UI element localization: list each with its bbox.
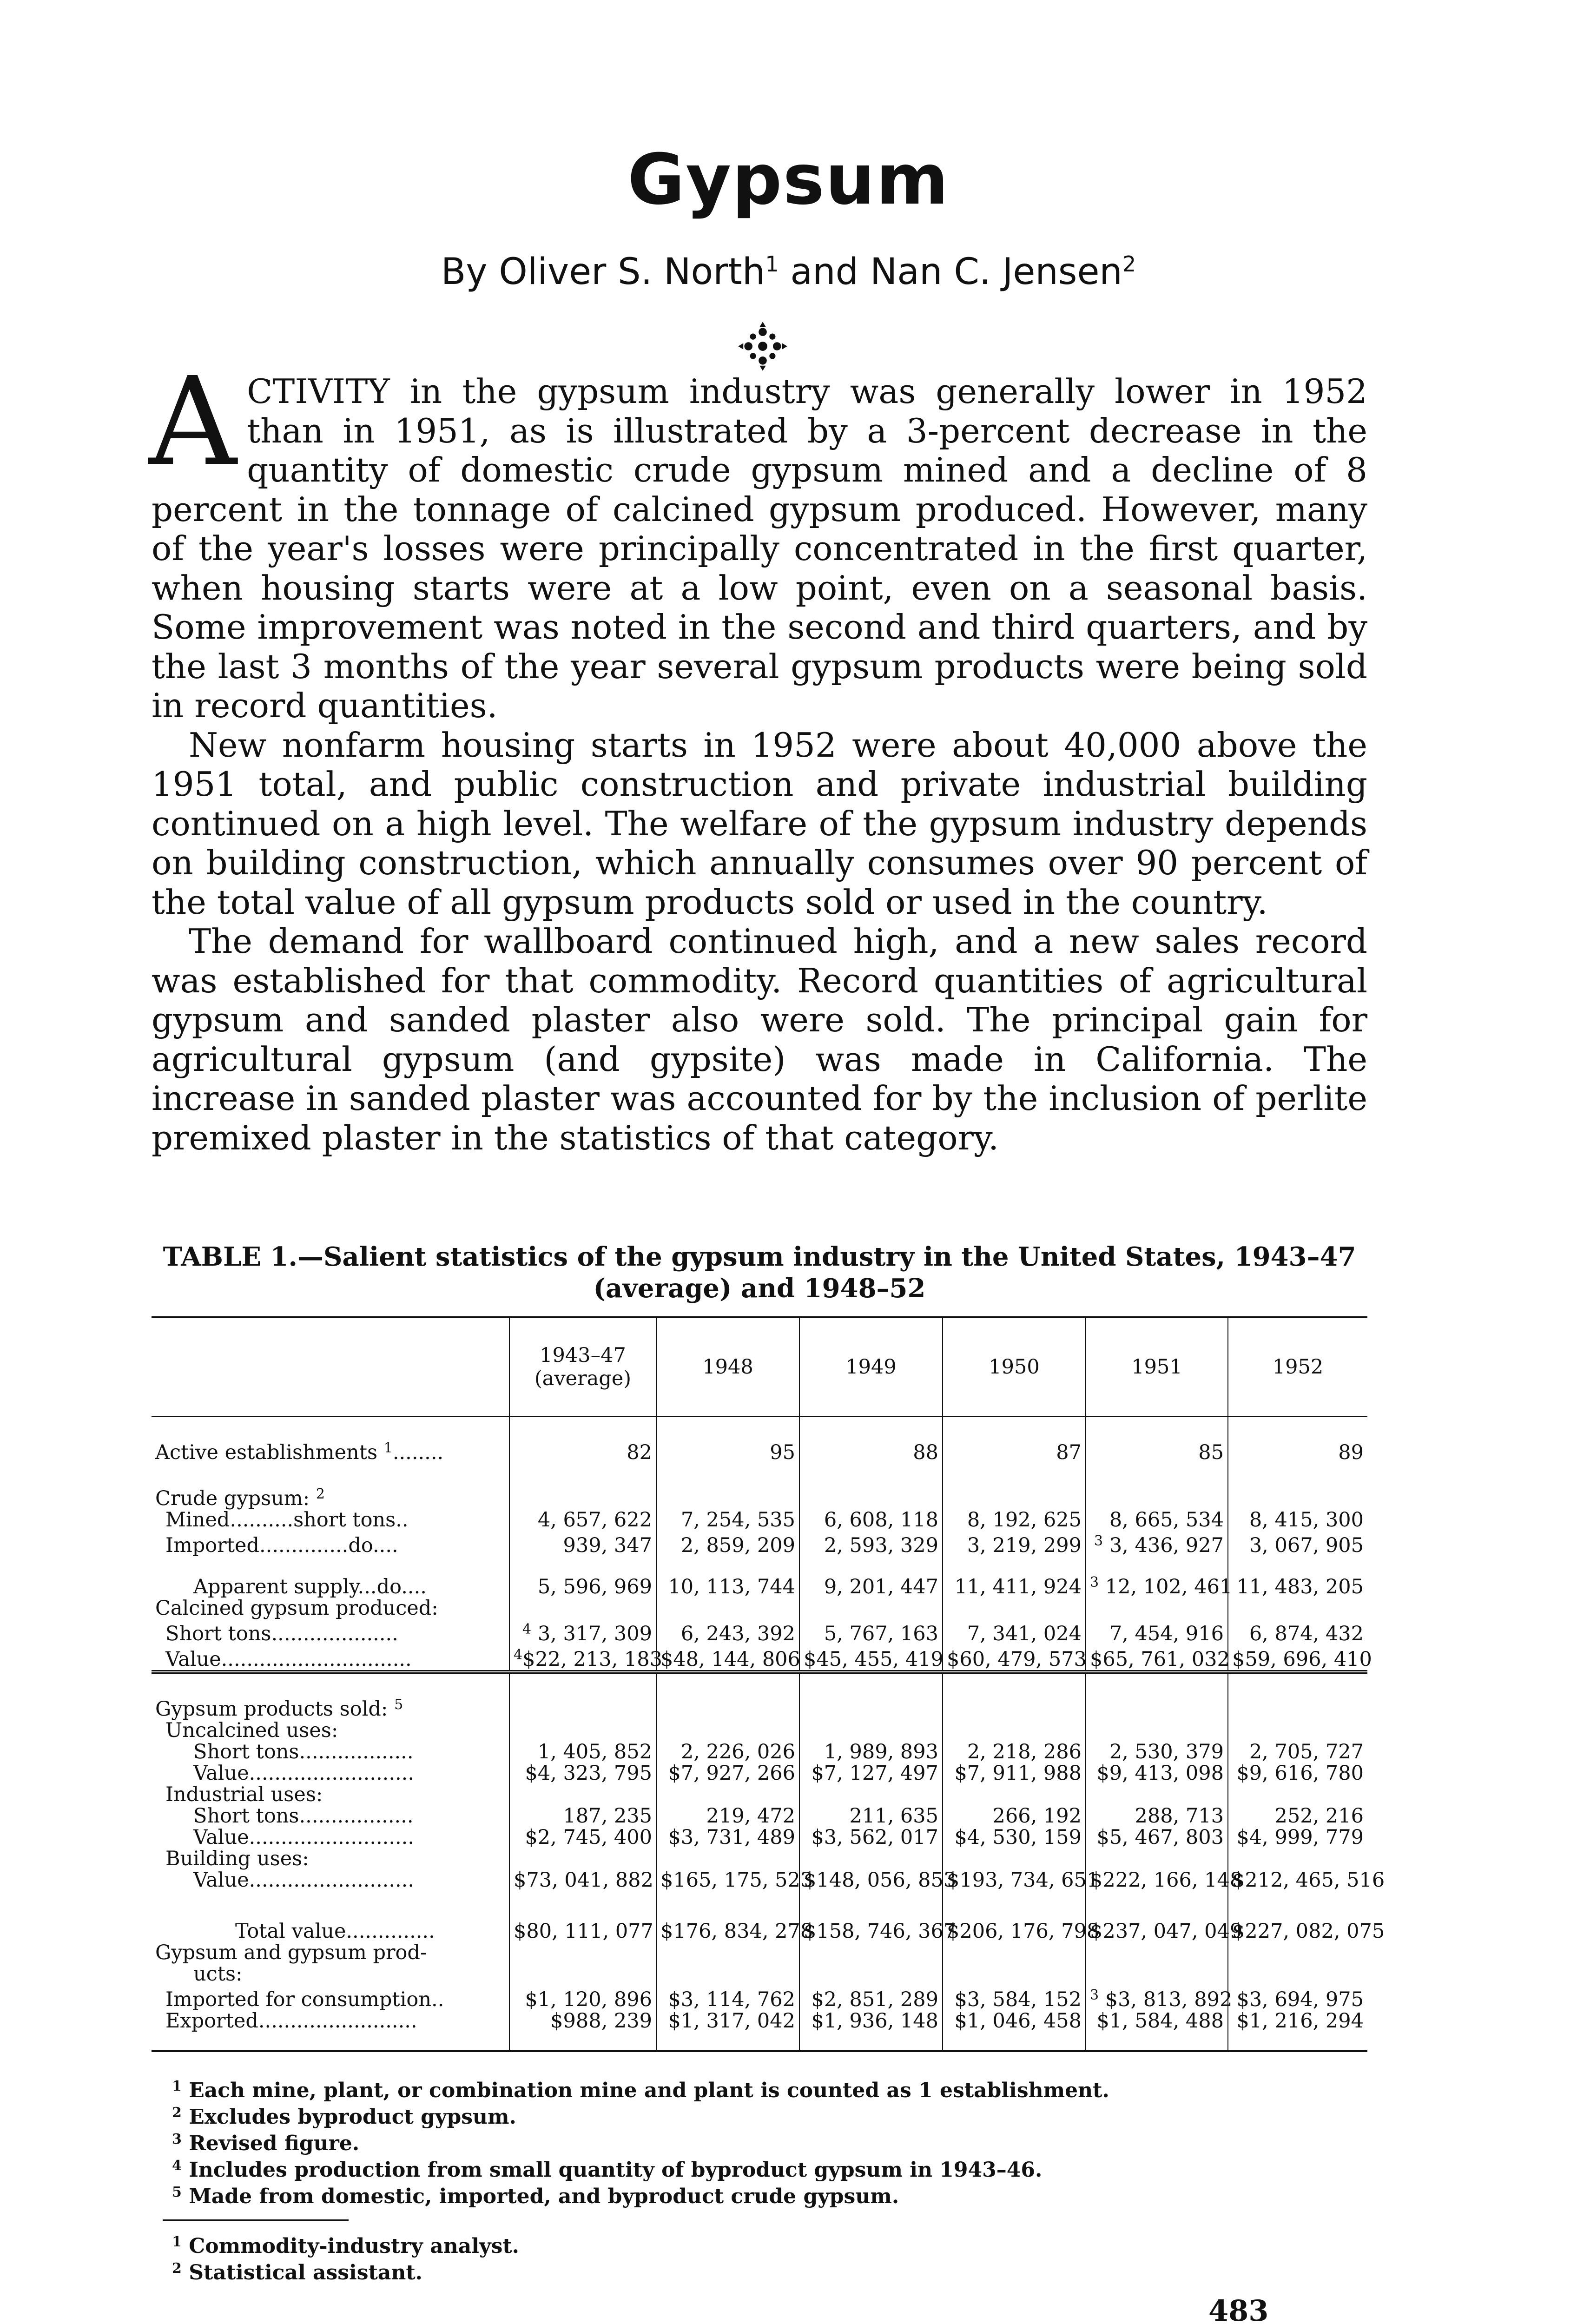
cell: 6, 608, 118 [799,1509,943,1531]
cell: $988, 239 [509,2010,656,2032]
row-label: Total value.............. [235,1920,435,1943]
row-label: Short tons.................... [165,1622,398,1645]
cell: 82 [509,1438,656,1463]
cell: $^4$\$22, 213, 183 [509,1644,656,1672]
cell: $7, 911, 988 [943,1763,1086,1784]
header-1950: 1950 [943,1317,1086,1417]
row-label: ucts: [193,1962,243,1986]
cell: 2, 859, 209 [656,1531,799,1556]
table-row-building-value [152,1869,1367,1891]
cell: $1, 046, 458 [943,2010,1086,2032]
table-row-uncalcined-value [152,1763,1367,1784]
cell: 85 [1086,1438,1228,1463]
cell: 1, 405, 852 [509,1741,656,1763]
table-row-imported [152,1531,1367,1556]
byline-conjunction: and [790,251,859,293]
cell: $3, 731, 489 [656,1827,799,1848]
cell: 7, 254, 535 [656,1509,799,1531]
cell: 288, 713 [1086,1805,1228,1827]
cell: 187, 235 [509,1805,656,1827]
row-label: Short tons.................. [193,1804,414,1828]
cell: $3, 114, 762 [656,1985,799,2010]
cell: $1, 584, 488 [1086,2010,1228,2032]
table-notes [172,2075,1109,2208]
table-row-gypsum-products-header [152,1942,1367,1963]
cell: $4, 323, 795 [509,1763,656,1784]
cell: $5, 467, 803 [1086,1827,1228,1848]
cell: $165, 175, 523 [656,1869,799,1891]
row-label: Building uses: [165,1847,309,1870]
table-note: $^5$ Made from domestic, imported, and byproduct crude gypsum. [172,2184,899,2208]
table-row-industrial-header [152,1784,1367,1805]
row-label: Imported..............do.... [165,1534,398,1557]
table-row-exported [152,2010,1367,2032]
cell: $237, 047, 049 [1086,1921,1228,1942]
page-footnotes [172,2231,519,2284]
row-label: Uncalcined uses: [165,1719,338,1742]
article-title: Gypsum [627,139,950,220]
header-1948: 1948 [656,1317,799,1417]
cell: 3, 219, 299 [943,1531,1086,1556]
table-header-row [152,1317,1367,1417]
table-row-industrial-short-tons [152,1805,1367,1827]
row-label: Active establishments $^1$........ [155,1440,444,1464]
table-note: $^2$ Excludes byproduct gypsum. [172,2105,516,2129]
cell: $9, 616, 780 [1228,1763,1367,1784]
author-2-note: 2 [1122,251,1136,277]
table-row-gypsum-products-header-2 [152,1963,1367,1985]
cell: $^3$ $3, 813, 892 [1086,1985,1228,2010]
cell: $9, 413, 098 [1086,1763,1228,1784]
table-row-calcined-short-tons [152,1619,1367,1644]
cell: 219, 472 [656,1805,799,1827]
row-label: Gypsum products sold: $^5$ [155,1697,403,1721]
row-label: Value.......................... [193,1762,415,1785]
row-label: Industrial uses: [165,1783,323,1806]
table-note: $^3$ Revised figure. [172,2131,360,2155]
cell: $158, 746, 367 [799,1921,943,1942]
header-label-cell [152,1317,509,1417]
table-caption [152,1241,1367,1304]
row-label: Value.......................... [193,1868,415,1892]
paragraph-1-text: CTIVITY in the gypsum industry was generally lower in 1952 than in 1951, as is illustrated by a 3-percent decrease in the quantity of domestic crude gypsum mined and a decline of 8 percent in the tonnage of calcined gypsum produced. However, many of the year's losses were principally concentrated in the first quarter, when housing starts were at a low point, even on a seasonal basis. Some improvement was noted in the second and third quarters, and by the last 3 months of the year several gypsum products were being sold in record quantities. [152,372,1367,725]
table-row-active-establishments [152,1438,1367,1463]
cell: $60, 479, 573 [943,1644,1086,1672]
floral-ornament-icon [737,321,788,372]
cell: 2, 593, 329 [799,1531,943,1556]
table-row-apparent-supply [152,1572,1367,1598]
row-label: Apparent supply...do.... [193,1575,427,1598]
cell: 8, 665, 534 [1086,1509,1228,1531]
cell: 95 [656,1438,799,1463]
cell: $176, 834, 278 [656,1921,799,1942]
cell: $148, 056, 853 [799,1869,943,1891]
header-1943-47-line-1: 1943–47 [540,1344,626,1367]
paragraph-2: New nonfarm housing starts in 1952 were about 40,000 above the 1951 total, and public construction and private industrial building continued on a high level. The welfare of the gypsum industry depends on building construction, which annually consumes over 90 percent of the total value of all gypsum products sold or used in the country. [152,725,1367,922]
cell: $3, 584, 152 [943,1985,1086,2010]
cell: 11, 483, 205 [1228,1572,1367,1598]
row-label: Calcined gypsum produced: [155,1597,438,1620]
cell: $45, 455, 419 [799,1644,943,1672]
cell: $3, 694, 975 [1228,1985,1367,2010]
article-body [149,351,1367,1157]
cell: $4, 530, 159 [943,1827,1086,1848]
cell: $1, 317, 042 [656,2010,799,2032]
cell: $65, 761, 032 [1086,1644,1228,1672]
row-label: Imported for consumption.. [165,1988,444,2011]
table-row-building-header [152,1848,1367,1869]
table-note: $^4$ Includes production from small quantity of byproduct gypsum in 1943–46. [172,2158,1043,2182]
cell: 7, 454, 916 [1086,1619,1228,1644]
cell: $^4$ 3, 317, 309 [509,1619,656,1644]
cell: 88 [799,1438,943,1463]
table-row-uncalcined-short-tons [152,1741,1367,1763]
cell: 3, 067, 905 [1228,1531,1367,1556]
cell: 10, 113, 744 [656,1572,799,1598]
table-caption-line-2: (average) and 1948–52 [593,1273,926,1304]
cell: 5, 767, 163 [799,1619,943,1644]
cell: 7, 341, 024 [943,1619,1086,1644]
header-1943-47-line-2: (average) [534,1367,632,1390]
cell: 211, 635 [799,1805,943,1827]
cell: 5, 596, 969 [509,1572,656,1598]
header-1949: 1949 [799,1317,943,1417]
row-label: Exported......................... [165,2009,417,2033]
table-row-total-value [152,1921,1367,1942]
cell: 266, 192 [943,1805,1086,1827]
paragraph-3: The demand for wallboard continued high, and a new sales record was established for that commodity. Record quantities of agricultural gypsum and sanded plaster also were sold. The principal gain for agricultural gypsum (and gypsite) was made in California. The increase in sanded plaster was accounted for by the inclusion of perlite premixed plaster in the statistics of that category. [152,922,1367,1157]
cell: $1, 120, 896 [509,1985,656,2010]
header-1952: 1952 [1228,1317,1367,1417]
cell: 8, 415, 300 [1228,1509,1367,1531]
author-2: Nan C. Jensen [870,251,1122,293]
cell: $59, 696, 410 [1228,1644,1367,1672]
cell: 2, 218, 286 [943,1741,1086,1763]
cell: $7, 927, 266 [656,1763,799,1784]
cell: $222, 166, 148 [1086,1869,1228,1891]
cell: 1, 989, 893 [799,1741,943,1763]
cell: $1, 216, 294 [1228,2010,1367,2032]
cell: $193, 734, 651 [943,1869,1086,1891]
cell: 6, 243, 392 [656,1619,799,1644]
table-note: $^1$ Each mine, plant, or combination mine and plant is counted as 1 establishment. [172,2078,1109,2102]
table-row-products-header [152,1694,1367,1720]
cell: $2, 745, 400 [509,1827,656,1848]
cell: 2, 530, 379 [1086,1741,1228,1763]
row-label: Mined..........short tons.. [165,1508,409,1532]
cell: $7, 127, 497 [799,1763,943,1784]
footnote: $^1$ Commodity-industry analyst. [172,2234,519,2258]
row-label: Value.............................. [152,1644,509,1672]
cell: $4, 999, 779 [1228,1827,1367,1848]
byline [0,251,1577,293]
header-1951: 1951 [1086,1317,1228,1417]
drop-cap: A [149,351,237,493]
cell: 89 [1228,1438,1367,1463]
cell: 6, 874, 432 [1228,1619,1367,1644]
author-1: Oliver S. North [499,251,765,293]
table-row-imported-for-consumption [152,1985,1367,2010]
cell: $1, 936, 148 [799,2010,943,2032]
cell: $^3$ 12, 102, 461 [1086,1572,1228,1598]
cell: $2, 851, 289 [799,1985,943,2010]
header-1943-47 [509,1317,656,1417]
table-row-uncalcined-header [152,1720,1367,1741]
cell: 87 [943,1438,1086,1463]
cell: 939, 347 [509,1531,656,1556]
table-caption-line-1: TABLE 1.—Salient statistics of the gypsum industry in the United States, 1943–47 [163,1241,1356,1272]
cell: $80, 111, 077 [509,1921,656,1942]
row-label: Short tons.................. [193,1740,414,1763]
cell: 8, 192, 625 [943,1509,1086,1531]
footnote: $^2$ Statistical assistant. [172,2260,423,2284]
author-1-note: 1 [765,251,779,277]
table-row-industrial-value [152,1827,1367,1848]
row-label: Crude gypsum: $^2$ [155,1486,325,1510]
cell: $212, 465, 516 [1228,1869,1367,1891]
cell: 11, 411, 924 [943,1572,1086,1598]
cell: 4, 657, 622 [509,1509,656,1531]
salient-statistics-table [152,1316,1385,2052]
cell: $206, 176, 798 [943,1921,1086,1942]
cell: 2, 705, 727 [1228,1741,1367,1763]
cell: 252, 216 [1228,1805,1367,1827]
byline-prefix: By [441,251,488,293]
cell: $73, 041, 882 [509,1869,656,1891]
row-label: Gypsum and gypsum prod- [155,1941,427,1964]
page-number: 483 [1208,2294,1269,2324]
table-row-calcined-value [152,1644,1367,1672]
table-row-crude-gypsum-header [152,1484,1367,1509]
row-label: Value.......................... [193,1826,415,1849]
cell: $^3$ 3, 436, 927 [1086,1531,1228,1556]
footnote-divider [163,2219,349,2221]
paragraph-1 [149,351,1367,726]
cell: $48, 144, 806 [656,1644,799,1672]
table-row-mined [152,1509,1367,1531]
table-row-calcined-header [152,1598,1367,1619]
cell: $3, 562, 017 [799,1827,943,1848]
cell: 2, 226, 026 [656,1741,799,1763]
cell: $227, 082, 075 [1228,1921,1367,1942]
cell: 9, 201, 447 [799,1572,943,1598]
